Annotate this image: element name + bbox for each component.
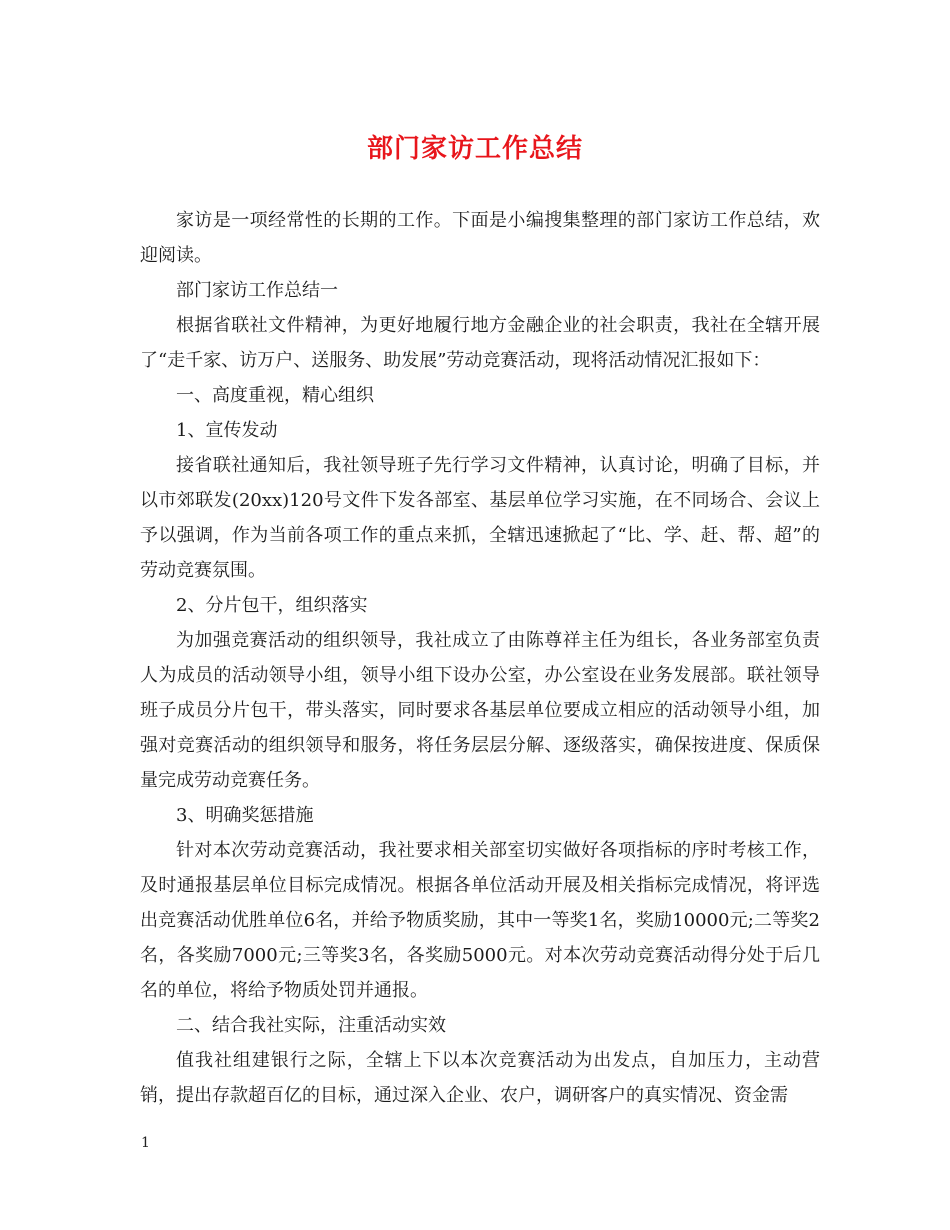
paragraph: 为加强竞赛活动的组织领导，我社成立了由陈尊祥主任为组长，各业务部室负责人为成员的活动领导小组，领导小组下设办公室，办公室设在业务发展部。联社领导班子成员分片包干，带头落实，同时要求各基层单位要成立相应的活动领导小组，加强对竞赛活动的组织领导和服务，将任务层层分解、逐级落实，确保按进度、保质保量完成劳动竞赛任务。: [140, 630, 820, 791]
section-heading: 二、结合我社实际，注重活动实效: [176, 1015, 446, 1036]
document-title: 部门家访工作总结: [366, 134, 583, 164]
section-heading: 部门家访工作总结一: [176, 280, 338, 301]
paragraph: 根据省联社文件精神，为更好地履行地方金融企业的社会职责，我社在全辖开展了“走千家、访万户、送服务、助发展”劳动竞赛活动，现将活动情况汇报如下：: [140, 315, 820, 371]
paragraph: 接省联社通知后，我社领导班子先行学习文件精神，认真讨论，明确了目标，并以市郊联发(20xx)120号文件下发各部室、基层单位学习实施，在不同场合、会议上予以强调，作为当前各项工作的重点来抓，全辖迅速掀起了“比、学、赶、帮、超”的劳动竞赛氛围。: [140, 455, 820, 581]
page-number: 1: [141, 1135, 150, 1151]
subsection-heading: 3、明确奖惩措施: [176, 805, 314, 826]
subsection-heading: 1、宣传发动: [176, 420, 278, 441]
paragraph-intro: 家访是一项经常性的长期的工作。下面是小编搜集整理的部门家访工作总结，欢迎阅读。: [140, 210, 820, 266]
subsection-heading: 2、分片包干，组织落实: [176, 595, 368, 616]
document-body: [140, 203, 820, 1113]
section-heading: 一、高度重视，精心组织: [176, 385, 374, 406]
paragraph: 值我社组建银行之际，全辖上下以本次竞赛活动为出发点，自加压力，主动营销，提出存款超百亿的目标，通过深入企业、农户，调研客户的真实情况、资金需: [140, 1050, 820, 1106]
paragraph: 针对本次劳动竞赛活动，我社要求相关部室切实做好各项指标的序时考核工作，及时通报基层单位目标完成情况。根据各单位活动开展及相关指标完成情况，将评选出竞赛活动优胜单位6名，并给予物质奖励，其中一等奖1名，奖励10000元;二等奖2名，各奖励7000元;三等奖3名，各奖励5000元。对本次劳动竞赛活动得分处于后几名的单位，将给予物质处罚并通报。: [140, 840, 820, 1001]
